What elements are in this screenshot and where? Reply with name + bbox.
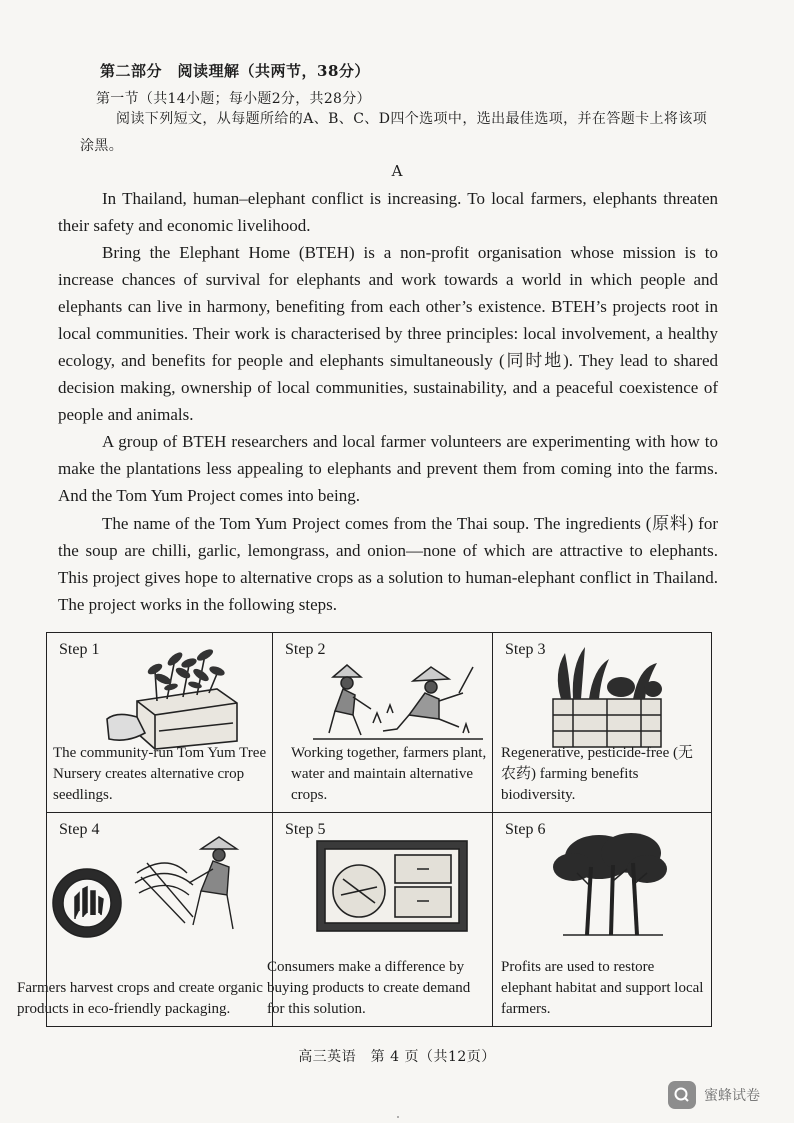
product-box-icon (313, 839, 473, 935)
watermark-text: 蜜蜂试卷 (704, 1088, 760, 1104)
step-caption: Consumers make a difference by buying products to create demand for this solution. (267, 959, 471, 1017)
step-caption: Profits are used to restore elephant habitat and support local farmers. (501, 959, 704, 1017)
paragraph-1: In Thailand, human–elephant conflict is increasing. To local farmers, elephants threaten their safety and economic livelihood. (58, 189, 718, 235)
section-subtitle: 第一节（共14小题；每小题2分，共28分） (96, 91, 371, 107)
passage-letter: A (391, 162, 403, 180)
paragraph-4: The name of the Tom Yum Project comes from the Thai soup. The ingredients (原料) for the soup are chilli, garlic, lemongrass, and onion—none of which are attractive to elephants. This project gives hope to alternative crops as a solution to human-elephant conflict in Thailand. The project works in the following steps. (58, 514, 718, 614)
page-footer: 高三英语 第 4 页（共12页） (298, 1049, 496, 1065)
step-cell-6 (493, 813, 711, 1026)
step-label: Step 6 (505, 821, 546, 838)
step-label: Step 5 (285, 821, 326, 838)
step-cell-1 (47, 633, 273, 813)
paragraph-2: Bring the Elephant Home (BTEH) is a non-profit organisation whose mission is to increase chances of survival for elephants and work towards a world in which people and elephants can live in harmony, benefiting from each other’s existence. BTEH’s projects root in local communities. Their work is characterised by three principles: local involvement, a healthy ecology, and benefits for people and elephants simultaneously (同时地). They lead to shared decision making, ownership of local communities, sustainability, and a peaceful coexistence of people and animals. (58, 243, 718, 424)
step-caption: The community-run Tom Yum Tree Nursery creates alternative crop seedlings. (53, 745, 267, 803)
step-cell-5 (267, 813, 493, 1026)
paragraph-3: A group of BTEH researchers and local farmer volunteers are experimenting with how to make the plantations less appealing to elephants and prevent them from coming into the farms. And the Tom Yum Project comes into being. (58, 432, 718, 505)
step-cell-3 (493, 633, 711, 813)
trees-icon (543, 827, 673, 939)
step-label: Step 4 (59, 821, 100, 838)
step-cell-4 (17, 813, 273, 1026)
step-caption: Farmers harvest crops and create organic products in eco-friendly packaging. (17, 980, 263, 1017)
watermark-logo-icon (668, 1081, 696, 1109)
scan-dot (397, 1116, 399, 1118)
section-title: 第二部分 阅读理解（共两节，38分） (100, 62, 370, 80)
vegetable-crate-icon (543, 643, 673, 751)
step-cell-2 (273, 633, 493, 813)
steps-table (17, 632, 712, 1027)
harvest-icon (17, 833, 249, 943)
step-label: Step 3 (505, 641, 546, 658)
step-caption: Regenerative, pesticide-free (无农药) farming benefits biodiversity. (501, 745, 693, 803)
farmers-planting-icon (313, 653, 483, 745)
step-label: Step 1 (59, 641, 100, 658)
watermark (668, 1081, 760, 1109)
step-label: Step 2 (285, 641, 326, 658)
step-caption: Working together, farmers plant, water and maintain alternative crops. (291, 745, 487, 803)
seedling-crate-icon (97, 641, 247, 751)
instruction-text: 阅读下列短文，从每题所给的A、B、C、D四个选项中，选出最佳选项，并在答题卡上将该项涂黑。 (80, 111, 708, 154)
